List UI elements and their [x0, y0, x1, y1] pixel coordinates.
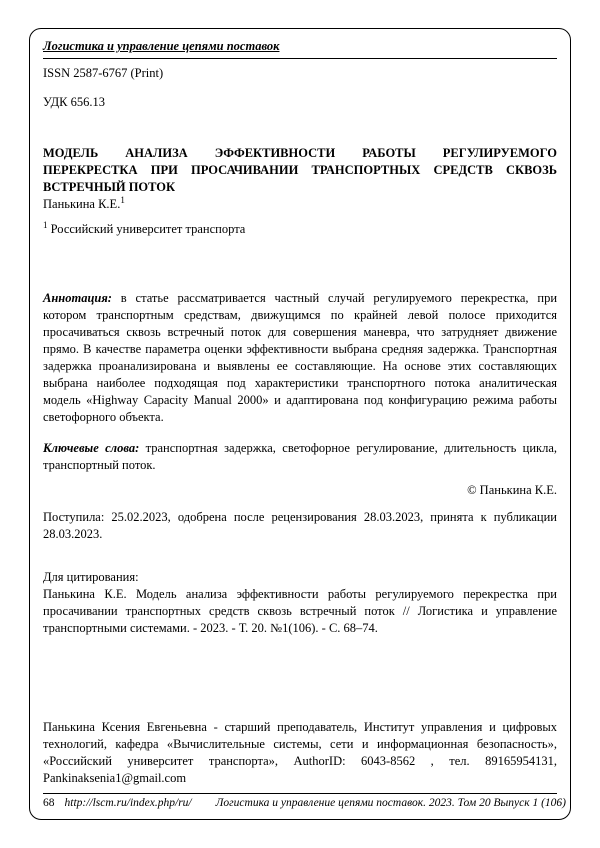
- abstract: [43, 290, 557, 426]
- author-bio: Панькина Ксения Евгеньевна - старший преподаватель, Институт управления и цифровых технологий, кафедра «Вычислительные системы, сети и информационная безопасность», «Российский университет транспорта», AuthorID: 6043-8562 , тел. 89165954131, Pankinaksenia1@gmail.com: [43, 720, 557, 785]
- journal-header: [43, 38, 557, 59]
- footer-journal-info: Логистика и управление цепями поставок. 2023. Том 20 Выпуск 1 (106): [215, 797, 567, 809]
- issn-line: ISSN 2587-6767 (Print): [43, 66, 164, 80]
- citation-text: Панькина К.Е. Модель анализа эффективности работы регулируемого перекрестка при просачивании транспортных средств сквозь встречный поток // Логистика и управление транспортными системами. - 2023. - Т. 20. №1(106). - С. 68–74.: [43, 587, 557, 635]
- copyright-line: © Панькина К.Е.: [467, 483, 557, 497]
- keywords-text: транспортная задержка, светофорное регулирование, длительность цикла, транспортный поток.: [43, 441, 557, 472]
- affiliation-mark: 1: [43, 219, 48, 230]
- abstract-text: в статье рассматривается частный случай регулируемого перекрестка, при котором транспортным средствам, движущимся по крайней левой полосе приходится просачиваться сквозь встречный поток для совершения маневра, что затрудняет движение прямо. В качестве параметра оценки эффективности выбрана средняя задержка. Транспортная задержка проанализирована и выявлены ее составляющие. На основе этих составляющих выбрана наиболее подходящая под характеристики транспортного потока аналитическая модель «Highway Capacity Manual 2000» и адаптирована под конфигурацию режима работы светофорного объекта.: [43, 291, 558, 424]
- keywords: [43, 440, 557, 474]
- journal-name: Логистика и управление цепями поставок: [43, 39, 280, 53]
- keywords-label: Ключевые слова:: [43, 441, 140, 455]
- author-affiliation-mark: 1: [120, 194, 125, 205]
- author-name: Панькина К.Е.: [43, 197, 121, 211]
- article-title: МОДЕЛЬ АНАЛИЗА ЭФФЕКТИВНОСТИ РАБОТЫ РЕГУЛИРУЕМОГО ПЕРЕКРЕСТКА ПРИ ПРОСАЧИВАНИИ ТРАНСПОРТНЫХ СРЕДСТВ СКВОЗЬ ВСТРЕЧНЫЙ ПОТОК: [43, 146, 557, 194]
- citation-block: [43, 569, 557, 637]
- affiliation-line: [43, 221, 557, 238]
- article-page: [29, 28, 571, 820]
- udc-line: УДК 656.13: [43, 95, 105, 109]
- abstract-label: Аннотация:: [43, 291, 112, 305]
- author-line: [43, 196, 557, 213]
- footer-journal-url: http://lscm.ru/index.php/ru/: [64, 797, 192, 809]
- citation-label: Для цитирования:: [43, 570, 139, 584]
- footer-page-number: 68: [43, 797, 55, 809]
- page-footer: [43, 793, 567, 811]
- title-block: [43, 145, 557, 213]
- affiliation-name: Российский университет транспорта: [50, 222, 246, 236]
- received-dates: Поступила: 25.02.2023, одобрена после рецензирования 28.03.2023, принята к публикации 28.03.2023.: [43, 510, 557, 541]
